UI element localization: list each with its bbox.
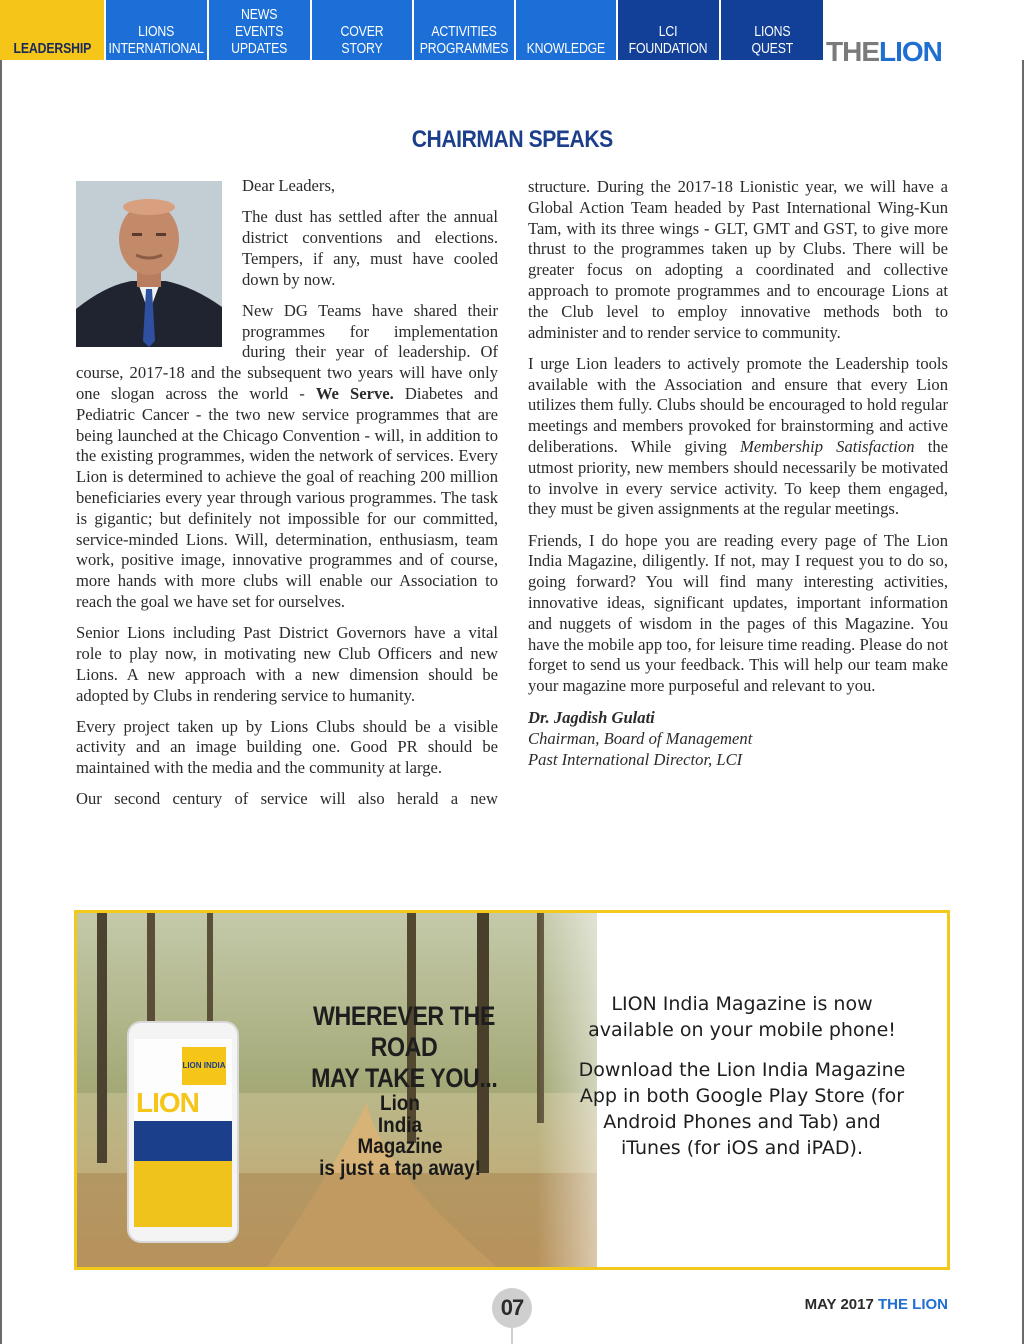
portrait-photo (76, 181, 222, 347)
cover-strip (134, 1121, 232, 1161)
brand-the: THE (826, 36, 879, 67)
paragraph: I urge Lion leaders to actively promote the Leadership tools available with the Association and ensure that every Lion utilizes them fully. Clubs should be encouraged to hold regular meetings and members provoked for brainstorming and active deliberations. While giving Membership Satisfaction the utmost priority, new members should necessarily be motivated to involve in every service activity. To keep them engaged, they must be given assignments at the regular meetings. (528, 353, 948, 519)
brand-lion: LION (879, 36, 942, 67)
tab-label: COVER STORY (340, 23, 384, 57)
tab-news-events-updates[interactable] (209, 0, 310, 60)
paragraph-continued: structure. During the 2017-18 Lionistic year, we will have a Global Action Team headed by Past International Wing-Kun Tam, with its three wings - GLT, GMT and GST, to give more thrust to the programmes taken up by Clubs. There will be greater focus on adopting a coordinated and collective approach to promote programmes and to encourage Lions at the Club level to employ innovative methods both to administer and to render service to community. (528, 177, 948, 342)
ad-download-instructions: Download the Lion India Magazine App in both Google Play Store (for Android Phones and Tab) and iTunes (for iOS and iPAD). (578, 1059, 906, 1159)
app-advertisement (74, 910, 950, 1270)
tab-label: LIONS INTERNATIONAL (108, 23, 205, 57)
tab-label: ACTIVITIES PROGRAMMES (419, 23, 509, 57)
section-nav (0, 0, 1024, 67)
ad-availability: LION India Magazine is now available on your mobile phone! (588, 993, 896, 1041)
magazine-brand (826, 36, 942, 68)
page-title: CHAIRMAN SPEAKS (411, 126, 613, 153)
tab-leadership[interactable] (0, 0, 104, 60)
page-edge-left (0, 60, 2, 1344)
article-column-right (528, 177, 948, 770)
ad-tagline: Lion India Magazine is just a tap away! (319, 1092, 481, 1180)
tab-label: LIONS QUEST (751, 23, 793, 57)
paragraph: Friends, I do hope you are reading every page of The Lion India Magazine, diligently. If not, may I request you to do so, going forward? You will find many interesting activities, innovative ideas, significant updates, important information and nuggets of wisdom in the pages of this Magazine. You have the mobile app too, for leisure time reading. Please do not forget to send us your feedback. This will help our team make your magazine more purposeful and relevant to you. (528, 530, 948, 696)
cover-masthead: LION (136, 1087, 199, 1118)
tab-label: KNOWLEDGE (526, 40, 606, 57)
issue-date: MAY 2017 (804, 1296, 874, 1313)
salutation: Dear Leaders, (242, 176, 336, 195)
tab-lions-international[interactable] (106, 0, 207, 60)
ad-headline: WHEREVER THE ROAD MAY TAKE YOU... (310, 1001, 498, 1093)
tab-lci-foundation[interactable] (618, 0, 719, 60)
article-column-left (76, 176, 498, 821)
tab-cover-story[interactable] (312, 0, 412, 60)
page-number-stem (511, 1328, 513, 1344)
paragraph: Senior Lions including Past District Governors have a vital role to play now, in motivating new Club Officers and new Lions. A new approach with a new dimension should be adopted by Clubs in rendering service to humanity. (76, 623, 498, 705)
paragraph: The dust has settled after the annual district conventions and elections. Tempers, if any, must have cooled down by now. (242, 207, 498, 289)
ad-info-text (577, 991, 907, 1175)
tab-activities-programmes[interactable] (414, 0, 514, 60)
paragraph: New DG Teams have shared their programmes for implementation during their year of leadership. Of course, 2017-18 and the subsequent two years will have only one slogan across the world - We Serve. Diabetes and Pediatric Cancer - the two new service programmes that are being launched at the Chicago Convention - will, in addition to the existing programmes, widen the network of services. Every Lion is determined to achieve the goal of reaching 200 million beneficiaries every year through various programmes. The task is gigantic; but definitely not impossible for our committed, service-minded Lions. Will, determination, enthusiasm, team work, positive image, innovative programmes and of course, more hands with more clubs will enable our Association to reach the goal we have set for ourselves. (76, 300, 499, 611)
emphasis: Membership Satisfaction (740, 436, 915, 456)
footer-magazine-name: THE LION (878, 1296, 948, 1313)
magazine-cover-on-phone (134, 1039, 232, 1227)
signature-name: Dr. Jagdish Gulati (528, 708, 655, 728)
signature-title: Past International Director, LCI (528, 750, 743, 770)
chairman-portrait (76, 181, 222, 347)
paragraph: Every project taken up by Lions Clubs should be a visible activity and an image building one. Good PR should be maintained with the media and the community at large. (76, 716, 498, 778)
slogan: We Serve. (315, 383, 394, 403)
paragraph-continues: Our second century of service will also herald a new (76, 789, 498, 809)
phone-mockup (127, 1021, 239, 1243)
signature-role: Chairman, Board of Management (528, 729, 753, 749)
cover-art (134, 1161, 232, 1227)
tab-label: LCI FOUNDATION (629, 23, 708, 57)
tab-knowledge[interactable] (516, 0, 616, 60)
issue-footer (805, 1296, 948, 1313)
signature-block (528, 707, 948, 770)
tab-label: NEWS EVENTS UPDATES (231, 6, 288, 57)
lion-india-badge: LION INDIA (182, 1047, 226, 1085)
tab-label: LEADERSHIP (13, 40, 91, 57)
tab-lions-quest[interactable] (721, 0, 823, 60)
page-number: 07 (492, 1288, 532, 1328)
